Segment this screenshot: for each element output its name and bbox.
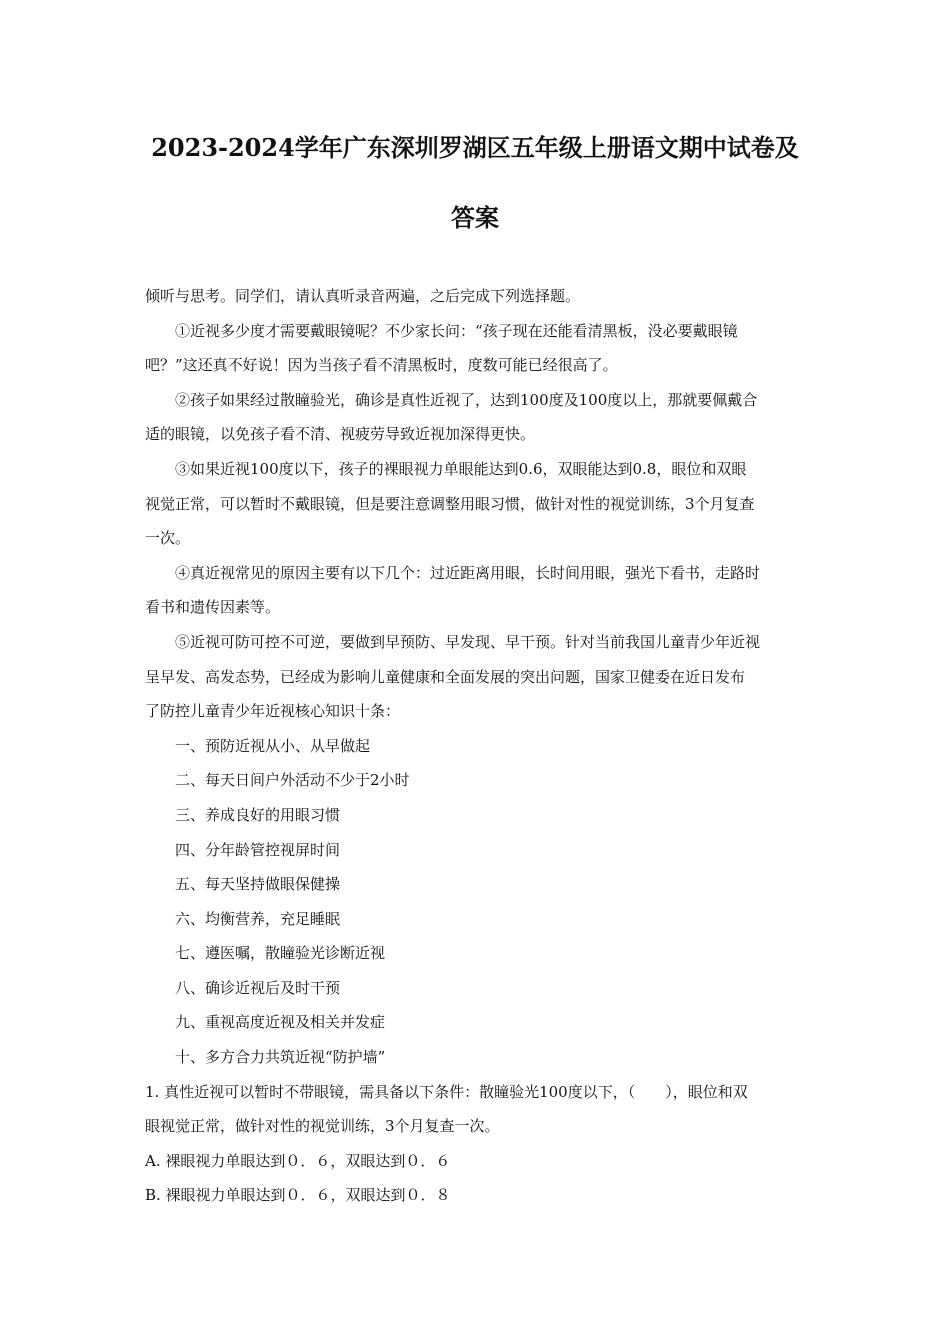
paragraph-4 xyxy=(145,556,815,625)
document-title-line-1: 2023-2024学年广东深圳罗湖区五年级上册语文期中试卷及 xyxy=(151,133,799,162)
intro-text: 倾听与思考。同学们，请认真听录音两遍，之后完成下列选择题。 xyxy=(145,287,581,305)
paragraph-3 xyxy=(145,452,815,556)
ten-points-list xyxy=(145,729,815,1075)
list-item: 十、多方合力共筑近视“防护墙” xyxy=(175,1048,386,1067)
paragraph-line: 吧？”这还真不好说！因为当孩子看不清黑板时，度数可能已经很高了。 xyxy=(145,356,618,375)
paragraph-line: ①近视多少度才需要戴眼镜呢？不少家长问：“孩子现在还能看清黑板，没必要戴眼镜 xyxy=(175,321,738,340)
question-stem-line: 眼视觉正常，做针对性的视觉训练，3个月复查一次。 xyxy=(145,1117,500,1136)
paragraph-line: ④真近视常见的原因主要有以下几个：过近距离用眼，长时间用眼，强光下看书，走路时 xyxy=(175,563,761,582)
list-item: 六、均衡营养，充足睡眠 xyxy=(175,909,341,928)
list-item: 七、遵医嘱，散瞳验光诊断近视 xyxy=(175,944,386,963)
document-title-line-2: 答案 xyxy=(451,203,499,232)
option-a: A. 裸眼视力单眼达到０．６，双眼达到０．６ xyxy=(145,1151,451,1170)
list-item: 三、养成良好的用眼习惯 xyxy=(175,805,341,824)
paragraph-line: 看书和遗传因素等。 xyxy=(145,598,281,617)
paragraph-line: 视觉正常，可以暂时不戴眼镜，但是要注意调整用眼习惯，做针对性的视觉训练，3个月复查 xyxy=(145,494,755,513)
paragraph-line: 适的眼镜，以免孩子看不清、视疲劳导致近视加深得更快。 xyxy=(145,425,536,444)
document-body xyxy=(145,279,815,1213)
paragraph-line: 呈早发、高发态势，已经成为影响儿童健康和全面发展的突出问题，国家卫健委在近日发布 xyxy=(145,667,746,686)
paragraph-line: ③如果近视100度以下，孩子的裸眼视力单眼能达到0.6，双眼能达到0.8，眼位和双眼 xyxy=(175,459,747,478)
paragraph-2 xyxy=(145,383,815,452)
list-item: 四、分年龄管控视屏时间 xyxy=(175,840,341,859)
list-item: 二、每天日间户外活动不少于2小时 xyxy=(175,771,410,790)
question-1 xyxy=(145,1075,815,1213)
list-item: 一、预防近视从小、从早做起 xyxy=(175,736,371,755)
paragraph-line: 一次。 xyxy=(145,529,191,548)
list-item: 九、重视高度近视及相关并发症 xyxy=(175,1013,386,1032)
question-stem-line: 1. 真性近视可以暂时不带眼镜，需具备以下条件：散瞳验光100度以下，（ ），眼位和双 xyxy=(145,1082,748,1101)
paragraph-line: ⑤近视可防可控不可逆，要做到早预防、早发现、早干预。针对当前我国儿童青少年近视 xyxy=(175,632,761,651)
list-item: 八、确诊近视后及时干预 xyxy=(175,978,341,997)
paragraph-line: ②孩子如果经过散瞳验光，确诊是真性近视了，达到100度及100度以上，那就要佩戴合 xyxy=(175,390,758,409)
paragraph-line: 了防控儿童青少年近视核心知识十条： xyxy=(145,702,401,721)
option-b: B. 裸眼视力单眼达到０．６，双眼达到０．８ xyxy=(145,1186,451,1205)
list-item: 五、每天坚持做眼保健操 xyxy=(175,875,341,894)
paragraph-5 xyxy=(145,625,815,729)
paragraph-1 xyxy=(145,314,815,383)
